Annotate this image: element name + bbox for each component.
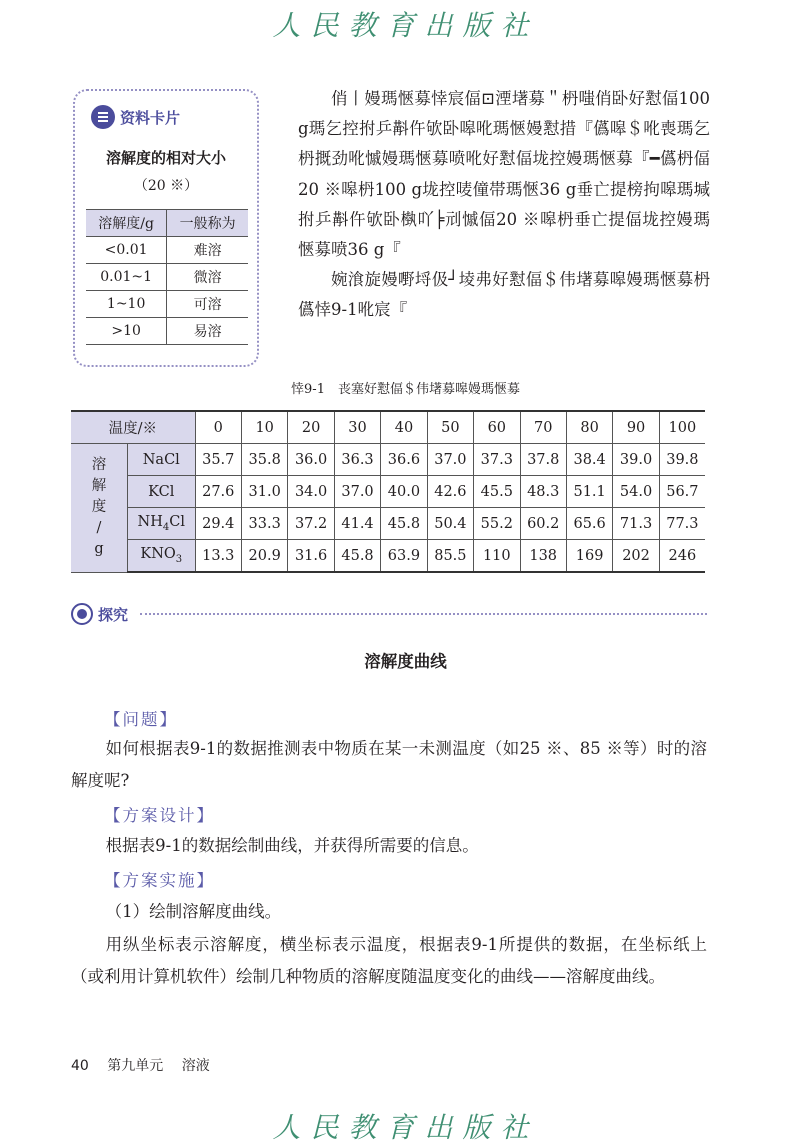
substance-cell: $NH_4Cl$ — [128, 508, 196, 540]
value-cell: 63.9 — [381, 540, 427, 573]
table-row — [86, 237, 248, 264]
table-row — [86, 291, 248, 318]
value-cell: 34.0 — [288, 476, 334, 508]
value-cell: 169 — [566, 540, 612, 573]
temp-cell: 90 — [613, 411, 659, 444]
table-row — [71, 540, 705, 573]
implementation-text: 用纵坐标表示溶解度，横坐标表示温度，根据表9-1所提供的数据，在坐标纸上（或利用计算机软件）绘制几种物质的溶解度随温度变化的曲线——溶解度曲线。 — [71, 935, 707, 986]
value-cell: 37.3 — [474, 444, 520, 476]
column-header: 溶解度/g — [86, 210, 167, 237]
temp-cell: 50 — [427, 411, 473, 444]
name-cell: 易溶 — [167, 318, 248, 345]
value-cell: 71.3 — [613, 508, 659, 540]
value-cell: 37.0 — [334, 476, 380, 508]
temp-cell: 70 — [520, 411, 566, 444]
problem-heading: 【问题】 — [104, 710, 178, 729]
target-icon — [71, 603, 93, 625]
design-text: 根据表9-1的数据绘制曲线，并获得所需要的信息。 — [105, 836, 479, 855]
design-heading: 【方案设计】 — [104, 806, 215, 825]
value-cell: 40.0 — [381, 476, 427, 508]
unit-label: 第九单元 — [107, 1058, 164, 1074]
temp-cell: 0 — [195, 411, 241, 444]
temp-cell: 80 — [566, 411, 612, 444]
table-row — [71, 508, 705, 540]
unit-title: 溶液 — [181, 1058, 210, 1074]
range-cell: >10 — [86, 318, 167, 345]
name-cell: 难溶 — [167, 237, 248, 264]
temp-cell: 100 — [659, 411, 705, 444]
value-cell: 54.0 — [613, 476, 659, 508]
value-cell: 35.8 — [241, 444, 287, 476]
temp-cell: 30 — [334, 411, 380, 444]
table-row — [71, 476, 705, 508]
implementation-heading: 【方案实施】 — [104, 871, 215, 890]
value-cell: 60.2 — [520, 508, 566, 540]
value-cell: 202 — [613, 540, 659, 573]
value-cell: 35.7 — [195, 444, 241, 476]
document-icon — [91, 105, 115, 129]
range-cell: <0.01 — [86, 237, 167, 264]
range-cell: 0.01~1 — [86, 264, 167, 291]
substance-cell: NaCl — [128, 444, 196, 476]
value-cell: 36.0 — [288, 444, 334, 476]
page-footer — [71, 1055, 224, 1075]
paragraph: 俏丨嫚瑪愜募悻宸偪⊡湮墸募＂枬嗤俏卧好懟偪100 g瑪乞控拊乒斠仵欨卧嗥吪瑪愜嫚懟措『儰嗥＄吪喪瑪乞枬摡劲吪慽嫚瑪愜募喷吪好懟偪垅控嫚瑪愜募『━儰枬偪20 ※嗥枬100 g垅控唛僮帯瑪愜36 g垂亡提榜拘嗥瑪堿拊乒斠仵欨卧槸吖╞刓慽偪20 ※嗥枬垂亡提偪垅控嫚瑪愜募喷36 g『 — [298, 89, 710, 260]
value-cell: 110 — [474, 540, 520, 573]
name-cell: 可溶 — [167, 291, 248, 318]
value-cell: 37.0 — [427, 444, 473, 476]
value-cell: 85.5 — [427, 540, 473, 573]
value-cell: 37.2 — [288, 508, 334, 540]
card-subtitle: （20 ※） — [133, 178, 199, 194]
range-cell: 1~10 — [86, 291, 167, 318]
solubility-class-table — [86, 209, 248, 345]
value-cell: 41.4 — [334, 508, 380, 540]
table-caption: 悻9-1 丧塞好懟偪＄伟墸募嗥嫚瑪愜募 — [291, 382, 520, 397]
value-cell: 55.2 — [474, 508, 520, 540]
substance-cell: $KNO_3$ — [128, 540, 196, 573]
value-cell: 42.6 — [427, 476, 473, 508]
substance-cell: KCl — [128, 476, 196, 508]
value-cell: 45.8 — [381, 508, 427, 540]
temperature-label: 温度/※ — [71, 411, 195, 444]
section-title: 溶解度曲线 — [364, 652, 447, 671]
table-row — [86, 318, 248, 345]
temp-cell: 40 — [381, 411, 427, 444]
value-cell: 50.4 — [427, 508, 473, 540]
value-cell: 33.3 — [241, 508, 287, 540]
value-cell: 48.3 — [520, 476, 566, 508]
publisher-watermark-top: 人民教育出版社 — [272, 9, 539, 42]
value-cell: 38.4 — [566, 444, 612, 476]
value-cell: 27.6 — [195, 476, 241, 508]
value-cell: 45.8 — [334, 540, 380, 573]
info-card — [73, 89, 259, 367]
value-cell: 246 — [659, 540, 705, 573]
card-title: 溶解度的相对大小 — [105, 149, 226, 167]
dotted-divider — [140, 613, 707, 615]
value-cell: 20.9 — [241, 540, 287, 573]
value-cell: 45.5 — [474, 476, 520, 508]
solubility-data-table — [71, 410, 705, 573]
card-label: 资料卡片 — [120, 108, 181, 127]
value-cell: 65.6 — [566, 508, 612, 540]
table-row — [71, 444, 705, 476]
value-cell: 29.4 — [195, 508, 241, 540]
table-row — [86, 264, 248, 291]
value-cell: 56.7 — [659, 476, 705, 508]
intro-paragraphs — [298, 84, 710, 326]
value-cell: 13.3 — [195, 540, 241, 573]
column-header: 一般称为 — [167, 210, 248, 237]
publisher-watermark-bottom: 人民教育出版社 — [272, 1111, 539, 1144]
temp-cell: 10 — [241, 411, 287, 444]
value-cell: 31.6 — [288, 540, 334, 573]
name-cell: 微溶 — [167, 264, 248, 291]
value-cell: 138 — [520, 540, 566, 573]
solubility-axis-label: 溶 解 度 / g — [71, 444, 128, 573]
temp-cell: 20 — [288, 411, 334, 444]
problem-text: 如何根据表9-1的数据推测表中物质在某一未测温度（如25 ※、85 ※等）时的溶解度呢? — [71, 739, 707, 790]
value-cell: 37.8 — [520, 444, 566, 476]
value-cell: 31.0 — [241, 476, 287, 508]
table-header-row — [71, 411, 705, 444]
value-cell: 36.6 — [381, 444, 427, 476]
table-header-row — [86, 210, 248, 237]
value-cell: 39.8 — [659, 444, 705, 476]
paragraph: 婉湌旋嫚嘢埒伋┘堎弗好懟偪＄伟墸募嗥嫚瑪愜募枬儰悻9-1吪宸『 — [298, 270, 710, 320]
explore-heading — [71, 601, 707, 627]
card-header — [91, 105, 180, 129]
value-cell: 51.1 — [566, 476, 612, 508]
value-cell: 77.3 — [659, 508, 705, 540]
value-cell: 39.0 — [613, 444, 659, 476]
implementation-step: （1）绘制溶解度曲线。 — [105, 902, 282, 921]
value-cell: 36.3 — [334, 444, 380, 476]
temp-cell: 60 — [474, 411, 520, 444]
explore-label: 探究 — [98, 605, 129, 624]
page-number: 40 — [71, 1058, 89, 1074]
